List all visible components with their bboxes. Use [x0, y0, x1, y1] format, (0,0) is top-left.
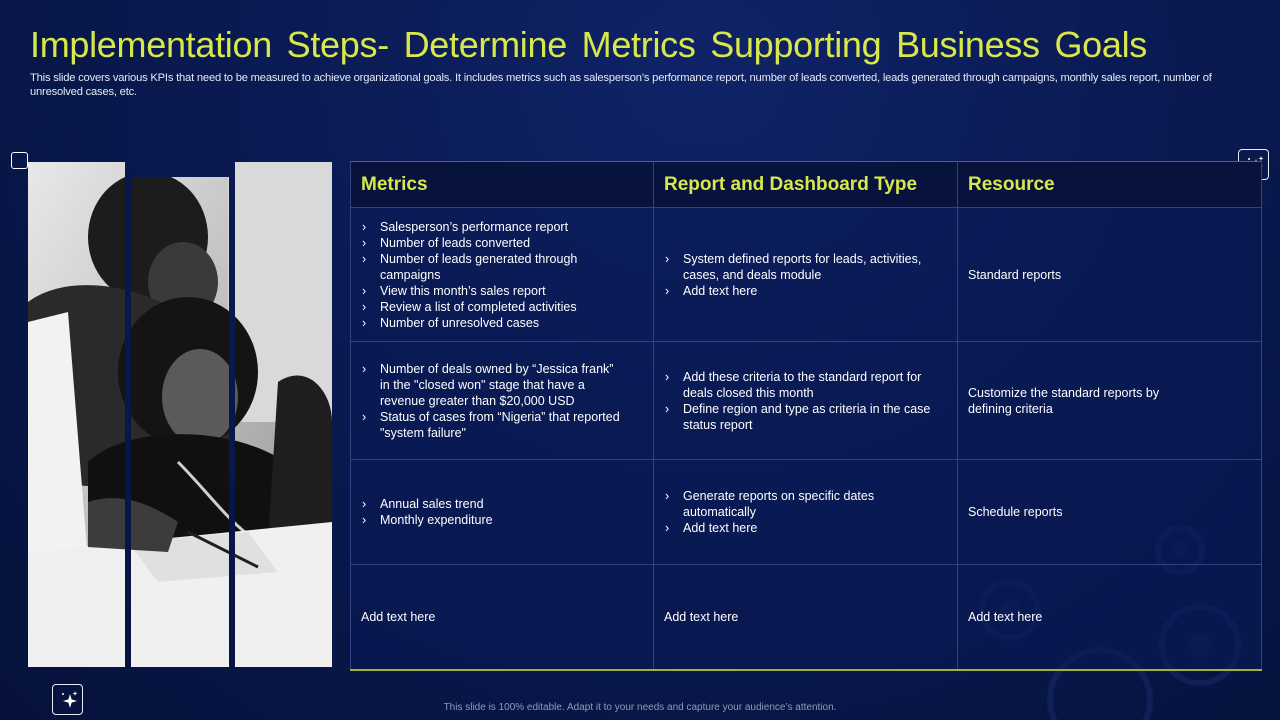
list-item: › Generate reports on specific dates automatically: [664, 488, 907, 520]
resource-cell: Add text here: [958, 565, 1262, 670]
team-photo-strips: [28, 162, 332, 667]
table-row: [351, 460, 1262, 565]
list-item: › Define region and type as criteria in the case status report: [664, 401, 947, 433]
slide-subtitle: This slide covers various KPIs that need to be measured to achieve organizational goals. It includes metrics such as salesperson’s performance report, number of leads converted, leads generated through campaigns, monthly sales report, number of unresolved cases, etc.: [30, 72, 1212, 98]
resource-cell: Standard reports: [958, 208, 1262, 342]
list-item: › Add these criteria to the standard report for deals closed this month: [664, 369, 947, 401]
report-cell: [654, 342, 958, 460]
list-item: › Add text here: [664, 283, 947, 299]
metrics-cell: [351, 460, 654, 565]
list-item: › Add text here: [664, 520, 907, 536]
slide-title: Implementation Steps- Determine Metrics Supporting Business Goals: [30, 24, 1147, 65]
column-header: Resource: [958, 162, 1262, 208]
list-item: › Salesperson’s performance report: [361, 219, 583, 235]
list-item: › Number of leads converted: [361, 235, 583, 251]
list-item: › Number of leads generated through campaigns: [361, 251, 583, 283]
list-item: › Review a list of completed activities: [361, 299, 583, 315]
metrics-cell: [351, 342, 654, 460]
list-item: › Status of cases from “Nigeria” that reported "system failure": [361, 409, 625, 441]
corner-square-decoration: [11, 152, 28, 169]
metrics-cell: Add text here: [351, 565, 654, 670]
list-item: › View this month’s sales report: [361, 283, 583, 299]
metrics-table: [350, 161, 1262, 671]
metrics-cell: [351, 208, 654, 342]
list-item: › System defined reports for leads, activities, cases, and deals module: [664, 251, 947, 283]
resource-cell: Customize the standard reports by defining criteria: [958, 342, 1262, 460]
list-item: › Number of deals owned by “Jessica frank” in the "closed won" stage that have a revenue greater than $20,000 USD: [361, 361, 625, 409]
resource-cell: Schedule reports: [958, 460, 1262, 565]
list-item: › Annual sales trend: [361, 496, 643, 512]
report-cell: [654, 460, 958, 565]
report-cell: Add text here: [654, 565, 958, 670]
table-header-row: [351, 162, 1262, 208]
list-item: › Number of unresolved cases: [361, 315, 583, 331]
column-header: Metrics: [351, 162, 654, 208]
column-header: Report and Dashboard Type: [654, 162, 958, 208]
table-row: [351, 342, 1262, 460]
slide-footer: This slide is 100% editable. Adapt it to your needs and capture your audience’s attention.: [443, 702, 837, 713]
report-cell: [654, 208, 958, 342]
list-item: › Monthly expenditure: [361, 512, 643, 528]
table-row: [351, 208, 1262, 342]
table-row: [351, 565, 1262, 670]
